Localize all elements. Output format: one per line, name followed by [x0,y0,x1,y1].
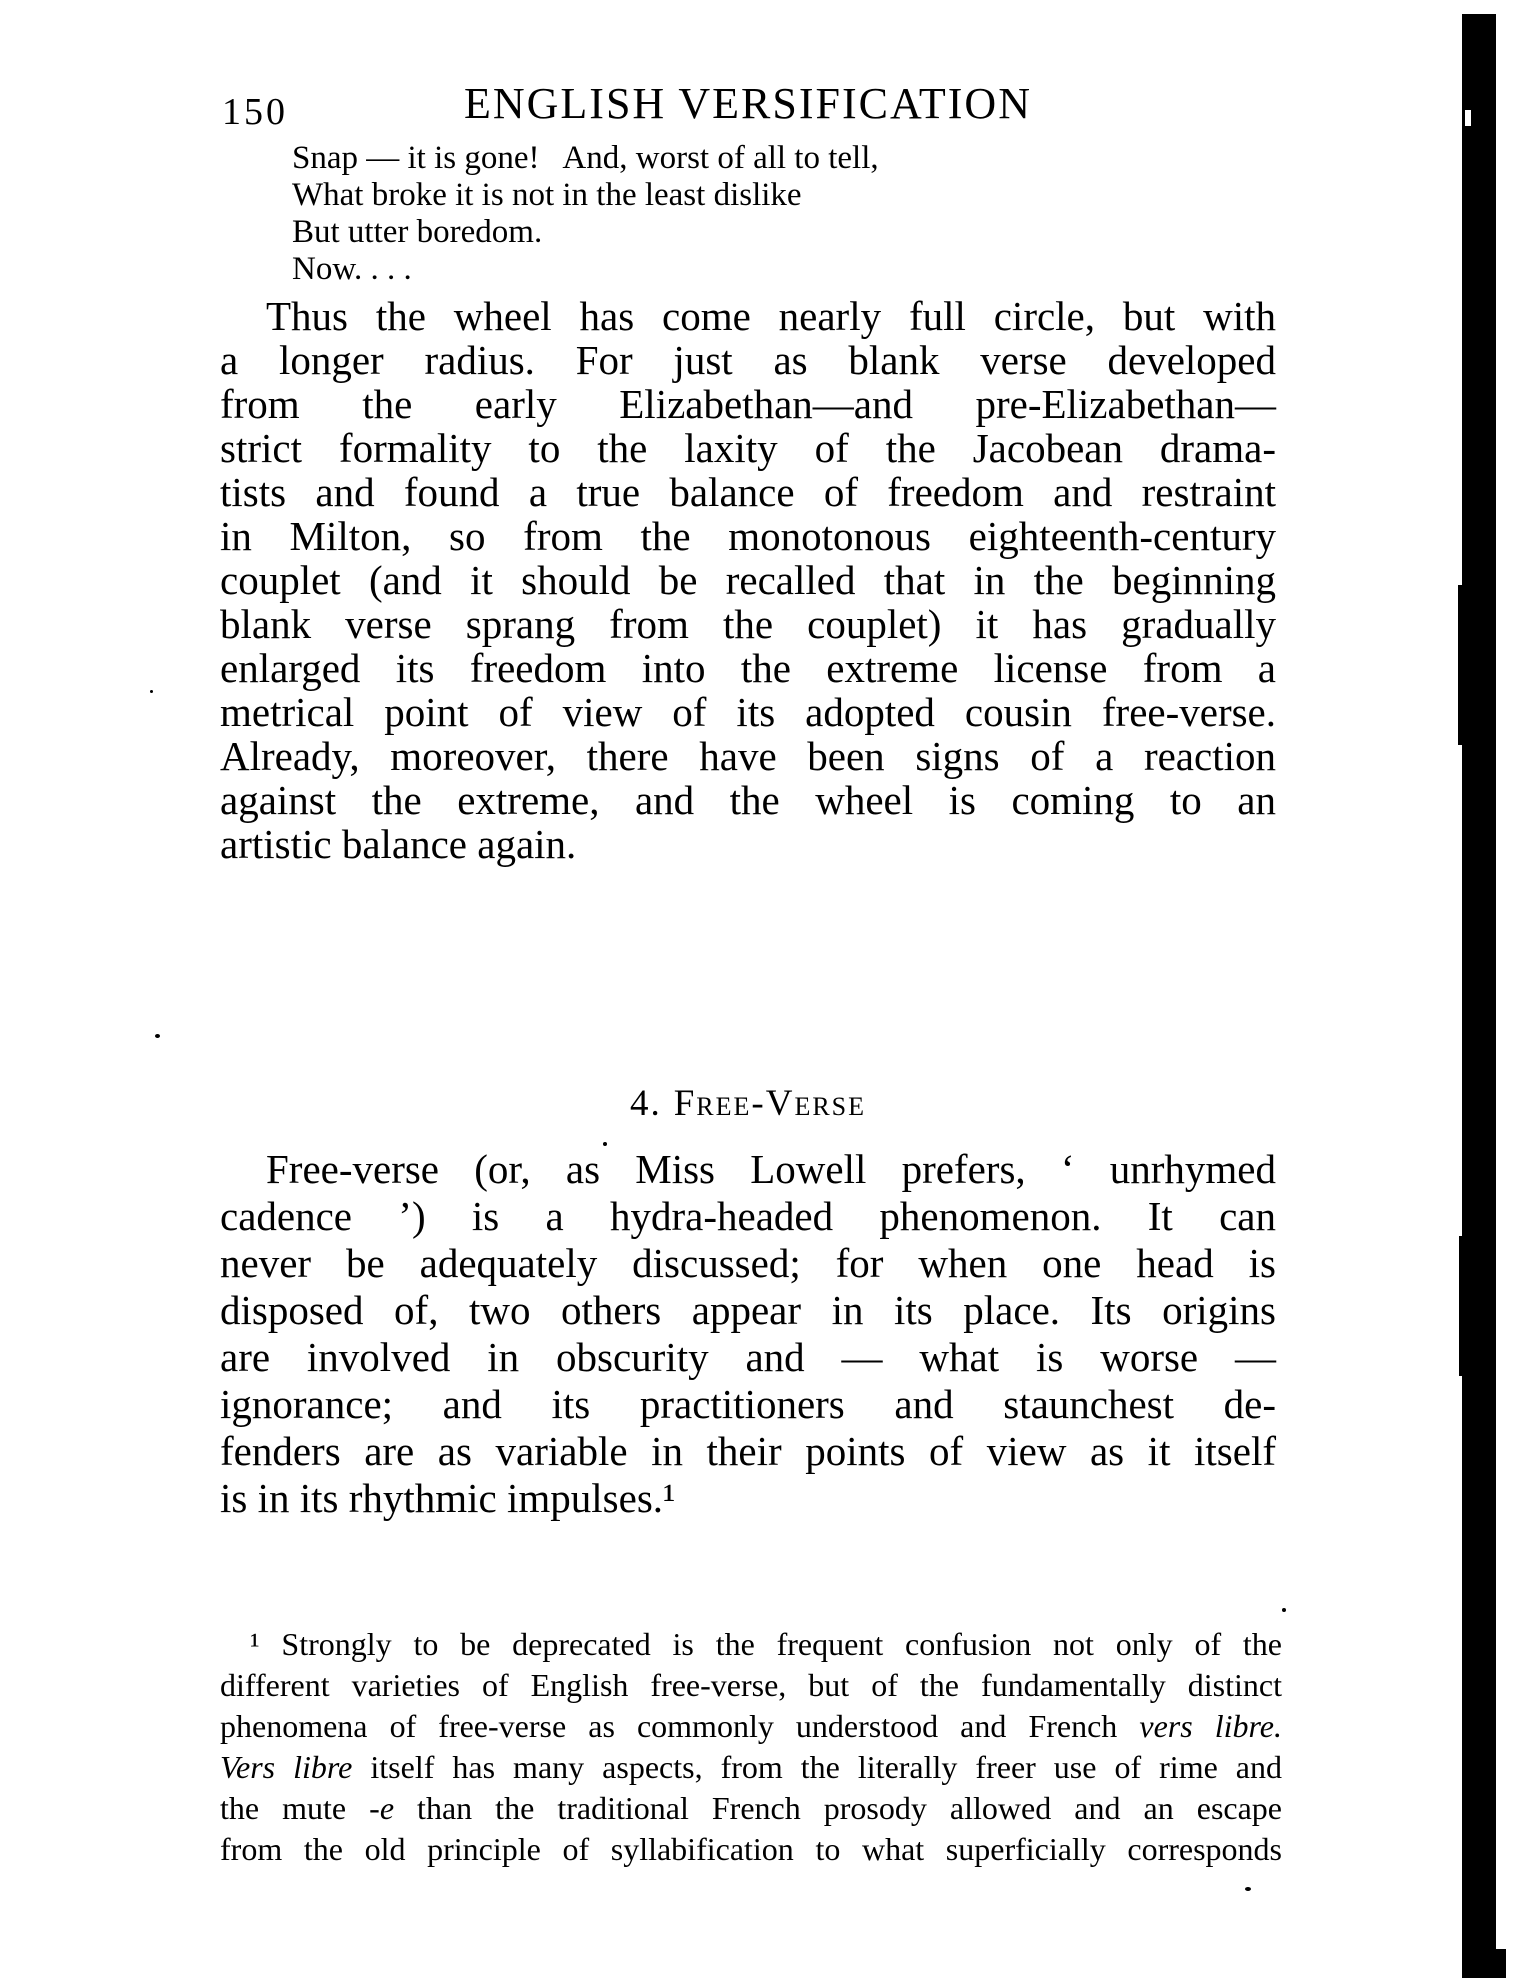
footnote [220,1624,1282,1870]
text-segment: Thus the wheel has come nearly full circle, but with [266,293,1276,339]
text-segment: is in its rhythmic impulses.¹ [220,1475,676,1521]
italic-text-segment: vers libre. [1139,1708,1283,1744]
text-line [220,1381,1276,1428]
text-segment: itself has many aspects, from the literally freer use of rime and [352,1749,1283,1785]
text-segment: disposed of, two others appear in its place. Its origins [220,1287,1276,1333]
text-line [220,1240,1276,1287]
text-segment: never be adequately discussed; for when one head is [220,1240,1276,1286]
text-line [220,1193,1276,1240]
text-segment: from the early Elizabethan—and pre-Elizabethan— [220,381,1276,427]
italic-text-segment: -e [369,1790,395,1826]
section-title: Free-Verse [673,1083,867,1124]
verse-quote [292,140,879,288]
text-line [220,1706,1282,1747]
scan-speck [1282,1608,1286,1612]
text-line [220,646,1276,690]
text-segment: the mute [220,1790,370,1826]
scan-edge-bar-bump [1459,1236,1464,1376]
text-line [220,338,1276,382]
running-title: ENGLISH VERSIFICATION [464,79,1032,128]
text-line [220,1788,1282,1829]
text-segment: artistic balance again. [220,821,577,867]
text-segment: metrical point of view of its adopted cousin free-verse. [220,689,1276,735]
section-number: 4. [629,1083,662,1124]
section-heading [220,1082,1276,1125]
text-segment: Snap — it is gone! And, worst of all to tell, [292,140,879,176]
scan-edge-bar-bump [1458,585,1464,745]
text-segment: cadence ’) is a hydra-headed phenomenon. It can [220,1193,1276,1239]
text-line [220,1287,1276,1334]
text-line [292,177,879,214]
text-segment: than the traditional French prosody allowed and an escape [394,1790,1283,1826]
text-line [220,382,1276,426]
text-line [220,778,1276,822]
text-line [220,1428,1276,1475]
text-segment: strict formality to the laxity of the Jacobean drama- [220,425,1276,471]
text-line [292,214,879,251]
scan-speck [603,1142,607,1146]
text-segment: fenders are as variable in their points of view as it itself [220,1428,1276,1474]
italic-text-segment: Vers libre [220,1749,353,1785]
text-line [220,1146,1276,1193]
text-segment: Now. . . . [292,251,412,287]
text-segment: in Milton, so from the monotonous eighteenth-century [220,513,1276,559]
text-line [220,690,1276,734]
text-line [220,294,1276,338]
scan-edge-bar-nick [1465,110,1471,126]
text-segment: ¹ Strongly to be deprecated is the frequent confusion not only of the [250,1626,1282,1662]
scan-speck [1245,1887,1251,1891]
text-segment: But utter boredom. [292,214,543,250]
text-segment: What broke it is not in the least dislike [292,177,802,213]
text-line [220,822,1276,866]
text-line [220,558,1276,602]
text-line [220,1475,1276,1522]
text-line [220,602,1276,646]
text-line [220,1829,1282,1870]
text-line [220,426,1276,470]
text-segment: Already, moreover, there have been signs of a reaction [220,733,1276,779]
text-line [292,251,879,288]
scan-speck [150,690,153,693]
text-segment: are involved in obscurity and — what is worse — [220,1334,1276,1380]
page-number: 150 [222,91,288,133]
paragraph-1 [220,294,1276,866]
text-segment: tists and found a true balance of freedom and restraint [220,469,1276,515]
text-segment: a longer radius. For just as blank verse developed [220,337,1276,383]
text-line [220,1334,1276,1381]
scan-edge-bar-bump [1494,1949,1506,1978]
text-segment: enlarged its freedom into the extreme license from a [220,645,1276,691]
text-line [220,470,1276,514]
text-line [220,734,1276,778]
text-segment: against the extreme, and the wheel is coming to an [220,777,1276,823]
text-segment: couplet (and it should be recalled that in the beginning [220,557,1276,603]
text-segment: from the old principle of syllabification to what superficially corresponds [220,1831,1282,1867]
text-segment: different varieties of English free-verse, but of the fundamentally distinct [220,1667,1282,1703]
scan-edge-bar [1462,14,1496,1978]
text-line [220,514,1276,558]
text-line [220,1665,1282,1706]
paragraph-2 [220,1146,1276,1522]
text-segment: Free-verse (or, as Miss Lowell prefers, ‘ unrhymed [266,1146,1276,1192]
text-segment: ignorance; and its practitioners and staunchest de- [220,1381,1276,1427]
text-line [220,1624,1282,1665]
text-segment: blank verse sprang from the couplet) it has gradually [220,601,1276,647]
text-segment: phenomena of free-verse as commonly understood and French [220,1708,1140,1744]
text-line [220,1747,1282,1788]
text-line [292,140,879,177]
scan-speck [155,1034,160,1038]
